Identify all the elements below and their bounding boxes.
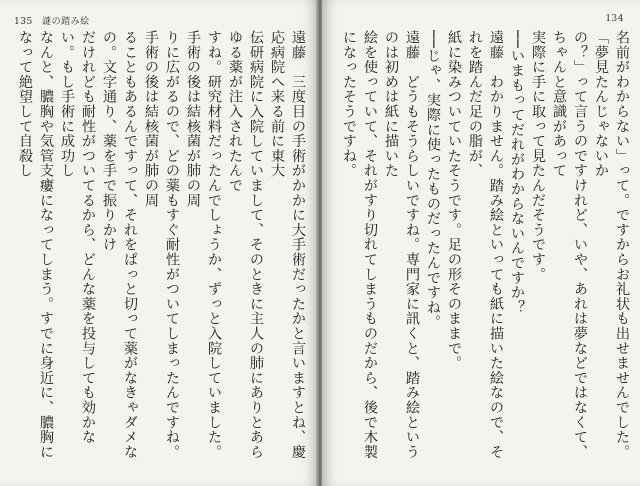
left-page-number: 135 <box>14 17 33 27</box>
text-line: ──じゃ、実際に使ったものだったんですね。 <box>425 30 441 330</box>
left-page <box>0 0 318 486</box>
text-line: 実際に手に取って見たんだそうです。 <box>530 30 546 282</box>
text-line: ることもあるんですって、それをぱっと切って薬がなきゃダメなの。文字通り、薬を手で振りかけ <box>101 30 138 460</box>
text-line: 遠藤 わかりません。踏み絵といっても紙に描いた絵なので、それを踏んだ足の脂が、 <box>467 30 504 460</box>
left-page-text <box>12 30 308 470</box>
text-line: 絵を使っていて、それがすり切れてしまうものだから、後で木製になったそうですね。 <box>341 30 378 460</box>
text-line: りに広がるので、どの薬もすぐ耐性がついてしまったんですね。手術の後は結核菌が肺の周 <box>143 30 180 460</box>
right-page-number: 134 <box>605 14 624 24</box>
right-page-text <box>336 30 632 470</box>
running-title: 謎の踏み絵 <box>42 17 90 27</box>
text-line <box>12 30 14 470</box>
left-page-header <box>14 14 90 27</box>
text-line: の？」って言うのですけれど、いや、あれは夢などではなくて、ちゃんと意識があって <box>551 30 588 460</box>
text-line: 紙に染みついていたそうです。足の形そのままで。 <box>446 30 462 371</box>
text-line <box>336 30 338 470</box>
right-page-header <box>605 14 624 24</box>
text-line: ──いまもってだれがわからないんですか？ <box>509 30 525 315</box>
text-line: すね。研究材料だったんでしょうか、ずっと入院していました。手術の後は結核菌が肺の周 <box>185 30 222 460</box>
text-line: 伝研病院に入院していまして、そのときに主人の肺にありとあらゆる薬が注入されたんで <box>227 30 264 460</box>
right-page <box>322 0 640 486</box>
text-line: なんと、膿胸や気管支瘻になってしまう。すでに身近に、膿胸になって絶望して自殺し <box>17 30 54 460</box>
text-line: 名前がわからない」って。ですからお礼状も出せませんでした。「夢見たんじゃないか <box>593 30 630 460</box>
text-line: 遠藤 どうもそうらしいですね。専門家に訊くと、踏み絵というのは初めは紙に描いた <box>383 30 420 460</box>
text-line: 遠藤 三度目の手術がかかに大手術だったかと言いますとね、慶応病院へ来る前に東大 <box>269 30 306 460</box>
text-line: だけれども耐性がついてるから、どんな薬を投与しても効かない。もし手術に成功し <box>59 30 96 445</box>
